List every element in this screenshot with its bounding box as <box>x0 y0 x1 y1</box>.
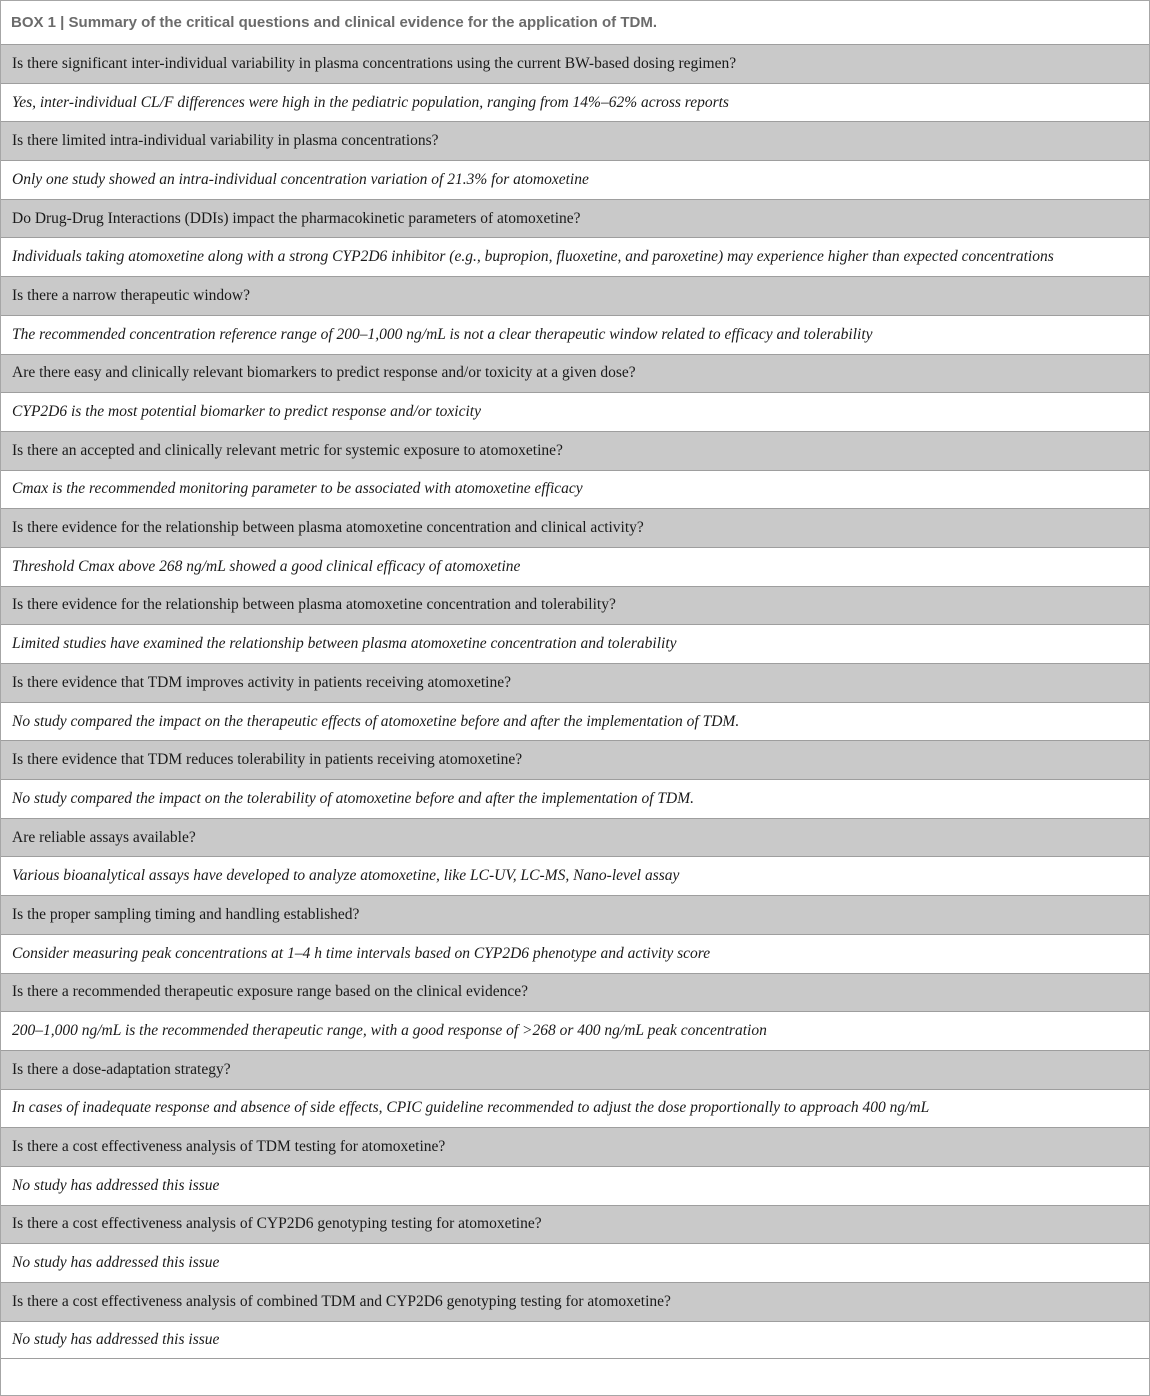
answer-row: No study has addressed this issue <box>1 1243 1149 1282</box>
question-row: Is there evidence for the relationship between plasma atomoxetine concentration and tolerability? <box>1 586 1149 625</box>
answer-row: No study compared the impact on the therapeutic effects of atomoxetine before and after the implementation of TDM. <box>1 702 1149 741</box>
question-row: Is there an accepted and clinically relevant metric for systemic exposure to atomoxetine? <box>1 431 1149 470</box>
question-answer-list <box>1 44 1149 1359</box>
question-row: Is there significant inter-individual variability in plasma concentrations using the current BW-based dosing regimen? <box>1 44 1149 83</box>
answer-row: The recommended concentration reference range of 200–1,000 ng/mL is not a clear therapeutic window related to efficacy and tolerability <box>1 315 1149 354</box>
box-title: BOX 1 | Summary of the critical questions and clinical evidence for the application of TDM. <box>11 14 657 31</box>
answer-row: No study has addressed this issue <box>1 1321 1149 1360</box>
question-row: Are reliable assays available? <box>1 818 1149 857</box>
answer-row: Cmax is the recommended monitoring parameter to be associated with atomoxetine efficacy <box>1 470 1149 509</box>
question-row: Is there evidence that TDM reduces tolerability in patients receiving atomoxetine? <box>1 740 1149 779</box>
question-row: Is there a cost effectiveness analysis of TDM testing for atomoxetine? <box>1 1127 1149 1166</box>
answer-row: Threshold Cmax above 268 ng/mL showed a good clinical efficacy of atomoxetine <box>1 547 1149 586</box>
question-row: Do Drug-Drug Interactions (DDIs) impact the pharmacokinetic parameters of atomoxetine? <box>1 199 1149 238</box>
answer-row: No study has addressed this issue <box>1 1166 1149 1205</box>
question-row: Is there a cost effectiveness analysis of combined TDM and CYP2D6 genotyping testing for atomoxetine? <box>1 1282 1149 1321</box>
answer-row: Yes, inter-individual CL/F differences were high in the pediatric population, ranging from 14%–62% across reports <box>1 83 1149 122</box>
question-row: Is there limited intra-individual variability in plasma concentrations? <box>1 121 1149 160</box>
answer-row: In cases of inadequate response and absence of side effects, CPIC guideline recommended to adjust the dose proportionally to approach 400 ng/mL <box>1 1089 1149 1128</box>
question-row: Is there a recommended therapeutic exposure range based on the clinical evidence? <box>1 973 1149 1012</box>
answer-row: CYP2D6 is the most potential biomarker to predict response and/or toxicity <box>1 392 1149 431</box>
question-row: Is there evidence that TDM improves activity in patients receiving atomoxetine? <box>1 663 1149 702</box>
answer-row: Limited studies have examined the relationship between plasma atomoxetine concentration and tolerability <box>1 624 1149 663</box>
answer-row: Various bioanalytical assays have developed to analyze atomoxetine, like LC-UV, LC-MS, Nano-level assay <box>1 856 1149 895</box>
question-row: Is the proper sampling timing and handling established? <box>1 895 1149 934</box>
question-row: Is there evidence for the relationship between plasma atomoxetine concentration and clinical activity? <box>1 508 1149 547</box>
question-row: Is there a narrow therapeutic window? <box>1 276 1149 315</box>
question-row: Is there a dose-adaptation strategy? <box>1 1050 1149 1089</box>
answer-row: Consider measuring peak concentrations at 1–4 h time intervals based on CYP2D6 phenotype and activity score <box>1 934 1149 973</box>
question-row: Is there a cost effectiveness analysis of CYP2D6 genotyping testing for atomoxetine? <box>1 1205 1149 1244</box>
answer-row: 200–1,000 ng/mL is the recommended therapeutic range, with a good response of >268 or 400 ng/mL peak concentration <box>1 1011 1149 1050</box>
answer-row: No study compared the impact on the tolerability of atomoxetine before and after the implementation of TDM. <box>1 779 1149 818</box>
answer-row: Individuals taking atomoxetine along with a strong CYP2D6 inhibitor (e.g., bupropion, fluoxetine, and paroxetine) may experience higher than expected concentrations <box>1 237 1149 276</box>
question-row: Are there easy and clinically relevant biomarkers to predict response and/or toxicity at a given dose? <box>1 354 1149 393</box>
answer-row: Only one study showed an intra-individual concentration variation of 21.3% for atomoxetine <box>1 160 1149 199</box>
